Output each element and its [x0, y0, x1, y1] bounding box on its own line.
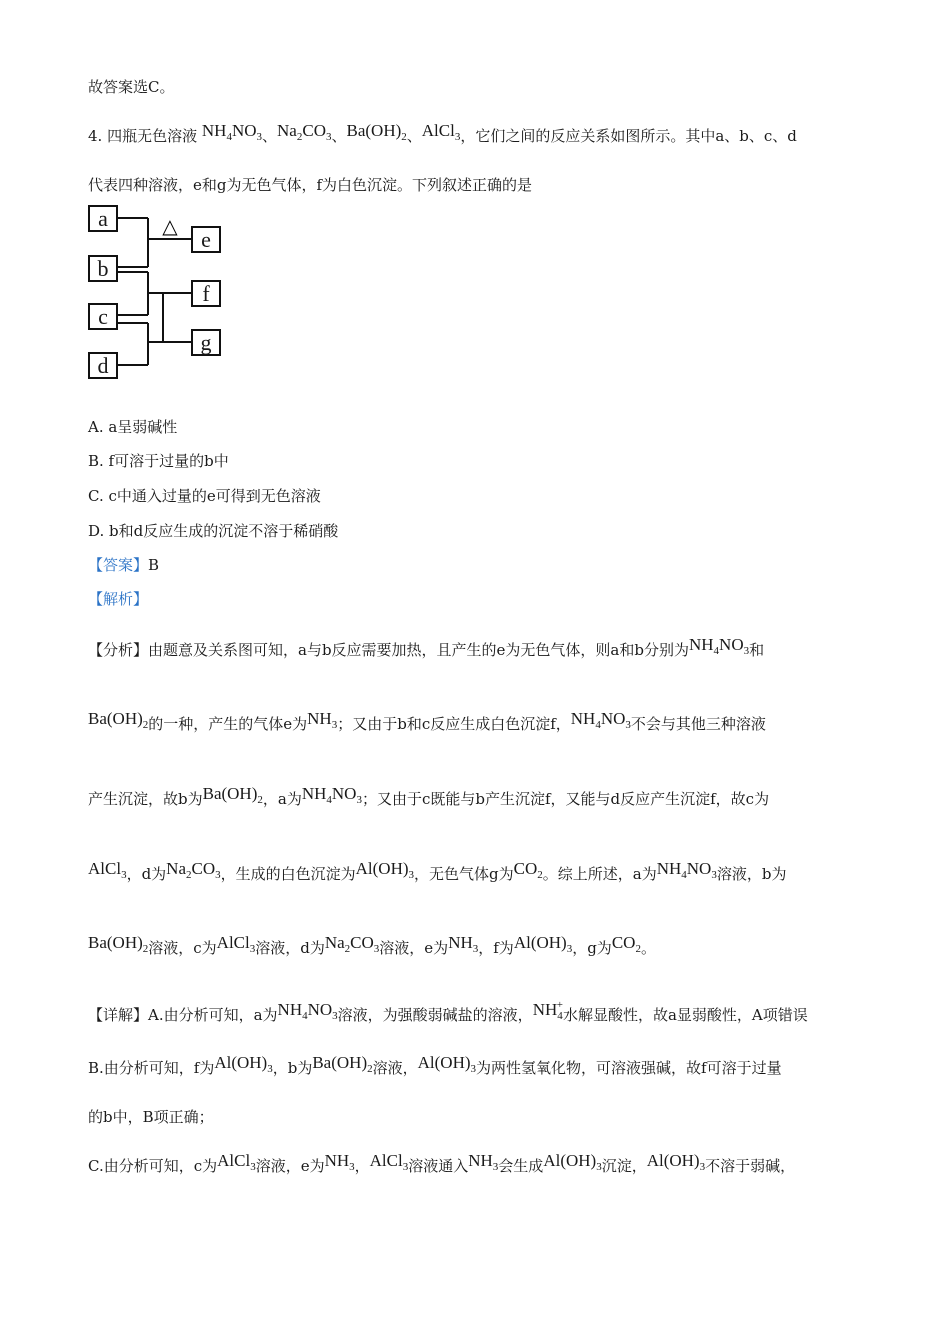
formula-baoh2: $Ba(OH)_2$	[88, 933, 149, 955]
box-c: c	[88, 303, 118, 330]
formula-co2: $CO_2$	[611, 933, 641, 955]
question-4-line1: 4. 四瓶无色溶液 $NH_4NO_3$、$Na_2CO_3$、$Ba(OH)_2$、AlCl$_3$，它们之间的反应关系如图所示。其中a、b、c、d	[88, 121, 797, 145]
box-a: a	[88, 205, 118, 232]
formula-nh4no3: $NH_4NO_3$	[688, 635, 750, 657]
box-e: e	[191, 226, 221, 253]
option-b: B. f可溶于过量的b中	[88, 452, 229, 470]
formula-alcl3: AlCl$_3$	[217, 1151, 256, 1173]
answer-label: 【答案】	[88, 556, 149, 574]
answer-value: B	[148, 556, 160, 574]
formula-na2co3: $Na_2CO_3$	[324, 933, 380, 955]
formula-nh3: $NH_3$	[307, 709, 338, 731]
heat-triangle-icon: △	[162, 214, 178, 238]
formula-nh4no3: $NH_4NO_3$	[277, 1000, 338, 1022]
box-d: d	[88, 352, 118, 379]
formula-nh4no3: $NH_4NO_3$	[656, 859, 717, 881]
analysis-line4: AlCl$_3$，d为$Na_2CO_3$，生成的白色沉淀为$Al(OH)_3$，无色气体g为$CO_2$。综上所述，a为$NH_4NO_3$溶液，b为	[88, 859, 787, 883]
formula-aloh3: $Al(OH)_3$	[214, 1053, 273, 1075]
formula-alcl3: AlCl$_3$	[88, 859, 127, 881]
formula-alcl3: AlCl$_3$	[369, 1151, 409, 1173]
option-d: D. b和d反应生成的沉淀不溶于稀硝酸	[88, 522, 339, 540]
box-g: g	[191, 329, 221, 356]
detail-a-line: 【详解】A.由分析可知，a为$NH_4NO_3$溶液，为强酸弱碱盐的溶液，$NH_4^+$水解显酸性，故a显弱酸性，A项错误	[88, 999, 808, 1024]
formula-na2co3: $Na_2CO_3$	[277, 121, 332, 143]
detail-b-line1: B.由分析可知，f为$Al(OH)_3$，b为$Ba(OH)_2$溶液，$Al(OH)_3$为两性氢氧化物，可溶液强碱，故f可溶于过量	[88, 1053, 782, 1077]
option-c: C. c中通入过量的e可得到无色溶液	[88, 487, 321, 505]
formula-baoh2: $Ba(OH)_2$	[346, 121, 407, 143]
question-4-line2: 代表四种溶液，e和g为无色气体，f为白色沉淀。下列叙述正确的是	[88, 176, 533, 194]
option-a: A. a呈弱碱性	[88, 418, 178, 436]
analysis-line3: 产生沉淀，故b为$Ba(OH)_2$，a为$NH_4NO_3$；又由于c既能与b产生沉淀f，又能与d反应产生沉淀f，故c为	[88, 784, 770, 808]
formula-aloh3: $Al(OH)_3$	[355, 859, 415, 881]
intro-line: 故答案选C。	[88, 78, 175, 96]
analysis-line2: $Ba(OH)_2$的一种，产生的气体e为$NH_3$；又由于b和c反应生成白色沉淀f，$NH_4NO_3$不会与其他三种溶液	[88, 709, 766, 733]
box-f: f	[191, 280, 221, 307]
reaction-diagram	[88, 203, 228, 383]
formula-nh3: $NH_3$	[324, 1151, 355, 1173]
formula-aloh3: $Al(OH)_3$	[417, 1053, 477, 1075]
analysis-label: 【解析】	[88, 590, 149, 608]
analysis-line5: $Ba(OH)_2$溶液，c为AlCl$_3$溶液，d为$Na_2CO_3$溶液，e为$NH_3$，f为$Al(OH)_3$，g为$CO_2$。	[88, 933, 656, 957]
formula-nh4no3: $NH_4NO_3$	[301, 784, 362, 806]
formula-co2: $CO_2$	[513, 859, 543, 881]
formula-baoh2: $Ba(OH)_2$	[312, 1053, 373, 1075]
question-number: 4.	[88, 127, 103, 145]
formula-baoh2: $Ba(OH)_2$	[88, 709, 149, 731]
formula-baoh2: $Ba(OH)_2$	[202, 784, 263, 806]
formula-aloh3: $Al(OH)_3$	[646, 1151, 706, 1173]
box-b: b	[88, 255, 118, 282]
formula-na2co3: $Na_2CO_3$	[166, 859, 221, 881]
analysis-line1: 【分析】由题意及关系图可知，a与b反应需要加热，且产生的e为无色气体，则a和b分别为$NH_4NO_3$和	[88, 635, 765, 659]
detail-c-line: C.由分析可知，c为AlCl$_3$溶液，e为$NH_3$，AlCl$_3$溶液通入$NH_3$会生成$Al(OH)_3$沉淀，$Al(OH)_3$不溶于弱碱，	[88, 1151, 796, 1175]
detail-b-line2: 的b中，B项正确；	[88, 1108, 214, 1126]
answer-line	[88, 554, 880, 576]
formula-alcl3: AlCl$_3$	[216, 933, 256, 955]
formula-nh4no3: $NH_4NO_3$	[201, 121, 263, 143]
formula-alcl3: AlCl$_3$	[421, 121, 461, 143]
formula-nh4no3: $NH_4NO_3$	[570, 709, 631, 731]
formula-aloh3: $Al(OH)_3$	[543, 1151, 602, 1173]
formula-nh3: $NH_3$	[448, 933, 479, 955]
formula-nh3: $NH_3$	[468, 1151, 499, 1173]
formula-aloh3: $Al(OH)_3$	[513, 933, 573, 955]
formula-nh4-ion: $NH_4^+$	[532, 999, 563, 1022]
